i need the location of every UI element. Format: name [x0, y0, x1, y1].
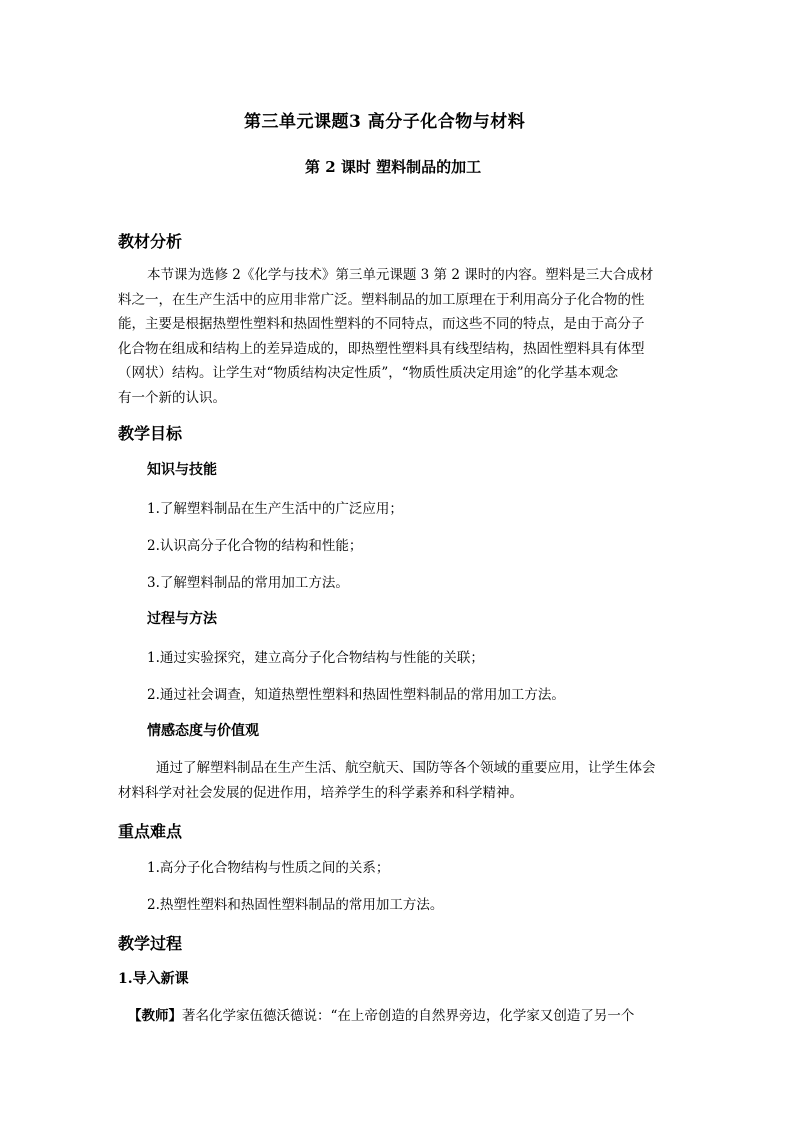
process-item: 2.通过社会调查，知道热塑性塑料和热固性塑料制品的常用加工方法。 — [147, 687, 565, 703]
subheading-emotion: 情感态度与价值观 — [147, 723, 259, 739]
knowledge-item: 2.认识高分子化合物的结构和性能； — [147, 538, 363, 554]
page-subtitle: 第 2 课时 塑料制品的加工 — [305, 158, 482, 176]
teacher-text: 著名化学家伍德沃德说：“在上帝创造的自然界旁边，化学家又创造了另一个 — [182, 1008, 635, 1024]
knowledge-item: 3.了解塑料制品的常用加工方法。 — [147, 575, 349, 591]
key-point-item: 2.热塑性塑料和热固性塑料制品的常用加工方法。 — [147, 897, 444, 913]
analysis-line: 本节课为选修 2《化学与技术》第三单元课题 3 第 2 课时的内容。塑料是三大合成材 — [147, 267, 654, 283]
analysis-line: 化合物在组成和结构上的差异造成的，即热塑性塑料具有线型结构，热固性塑料具有体型 — [118, 340, 645, 357]
section-heading-analysis: 教材分析 — [118, 232, 183, 251]
key-point-item: 1.高分子化合物结构与性质之间的关系； — [147, 860, 390, 876]
section-heading-goals: 教学目标 — [118, 424, 183, 443]
analysis-line: 有一个新的认识。 — [118, 389, 226, 406]
process-item: 1.通过实验探究，建立高分子化合物结构与性能的关联； — [147, 650, 484, 666]
analysis-line: （网状）结构。让学生对“物质结构决定性质”，“物质性质决定用途”的化学基本观念 — [118, 365, 619, 382]
analysis-line: 能，主要是根据热塑性塑料和热固性塑料的不同特点，而这些不同的特点，是由于高分子 — [118, 316, 645, 333]
emotion-paragraph — [118, 756, 678, 805]
teacher-line — [128, 1004, 634, 1024]
analysis-line: 料之一，在生产生活中的应用非常广泛。塑料制品的加工原理在于利用高分子化合物的性 — [118, 291, 645, 308]
emotion-line: 材料科学对社会发展的促进作用，培养学生的科学素养和科学精神。 — [118, 784, 523, 801]
analysis-paragraph — [118, 263, 678, 411]
knowledge-item: 1.了解塑料制品在生产生活中的广泛应用； — [147, 501, 403, 517]
section-heading-key-points: 重点难点 — [118, 822, 183, 841]
step-heading: 1.导入新课 — [118, 971, 189, 987]
page-title: 第三单元课题3 高分子化合物与材料 — [244, 112, 526, 132]
section-heading-process-teaching: 教学过程 — [118, 934, 183, 953]
subheading-process: 过程与方法 — [147, 611, 217, 627]
subheading-knowledge: 知识与技能 — [147, 462, 217, 478]
emotion-line: 通过了解塑料制品在生产生活、航空航天、国防等各个领域的重要应用，让学生体会 — [156, 760, 656, 776]
teacher-tag: 【教师】 — [128, 1008, 182, 1024]
